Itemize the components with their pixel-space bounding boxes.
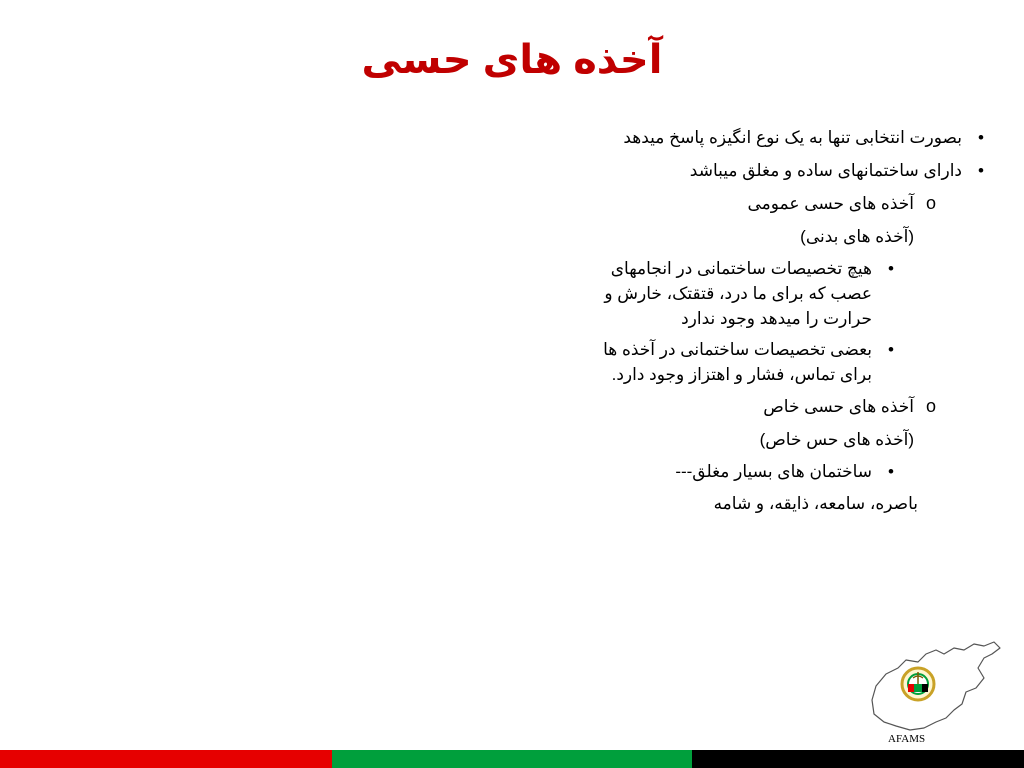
flag-green-segment <box>332 748 692 768</box>
afams-label: AFAMS <box>888 733 926 745</box>
circle-bullet-icon: o <box>925 193 936 213</box>
bullet-text: بصورت انتخابی تنها به یک نوع انگیزه پاسخ میدهد <box>623 128 962 147</box>
sub-bullet-item <box>582 459 894 484</box>
flag-color-bar <box>0 748 1024 768</box>
slide-content <box>542 124 984 517</box>
bullet-dot-icon: • <box>888 340 894 359</box>
sub-bullet-item <box>582 256 894 331</box>
emblem-icon <box>902 668 934 700</box>
flag-red-segment <box>0 748 332 768</box>
sub-bullet-text: بعضی تخصیصات ساختمانی در آخذه ها برای تماس، فشار و اهتزاز وجود دارد. <box>603 340 872 384</box>
special-continuation: باصره، سامعه، ذایقه، و شامه <box>713 494 918 513</box>
bullet-dot-icon: • <box>888 259 894 278</box>
circle-bullet-icon: o <box>925 396 936 416</box>
afghanistan-map-logo <box>866 638 1002 738</box>
general-heading-text: آخذه های حسی عمومی <box>747 194 914 213</box>
bullet-item <box>542 124 984 151</box>
general-receptors-heading <box>542 190 936 217</box>
sub-bullet-text: هیچ تخصیصات ساختمانی در انجامهای عصب که برای ما درد، قتقتک، خارش و حرارت را میدهد وجود ندارد <box>604 259 872 328</box>
bullet-text: دارای ساختمانهای ساده و مغلق میباشد <box>689 161 962 180</box>
flag-black-segment <box>692 748 1024 768</box>
sub-bullet-item <box>582 337 894 387</box>
special-heading-text: آخذه های حسی خاص <box>763 397 914 416</box>
bullet-dot-icon: • <box>978 161 984 180</box>
special-receptors-heading <box>542 393 936 420</box>
flag-top-line <box>0 748 1024 750</box>
bullet-dot-icon: • <box>888 462 894 481</box>
slide-title: آخذه های حسی <box>361 38 663 82</box>
bullet-item <box>542 157 984 184</box>
general-subheading: (آخذه های بدنی) <box>800 227 914 246</box>
special-subheading: (آخذه های حس خاص) <box>759 430 914 449</box>
bullet-dot-icon: • <box>978 128 984 147</box>
sub-bullet-text: ساختمان های بسیار مغلق--- <box>675 462 872 481</box>
